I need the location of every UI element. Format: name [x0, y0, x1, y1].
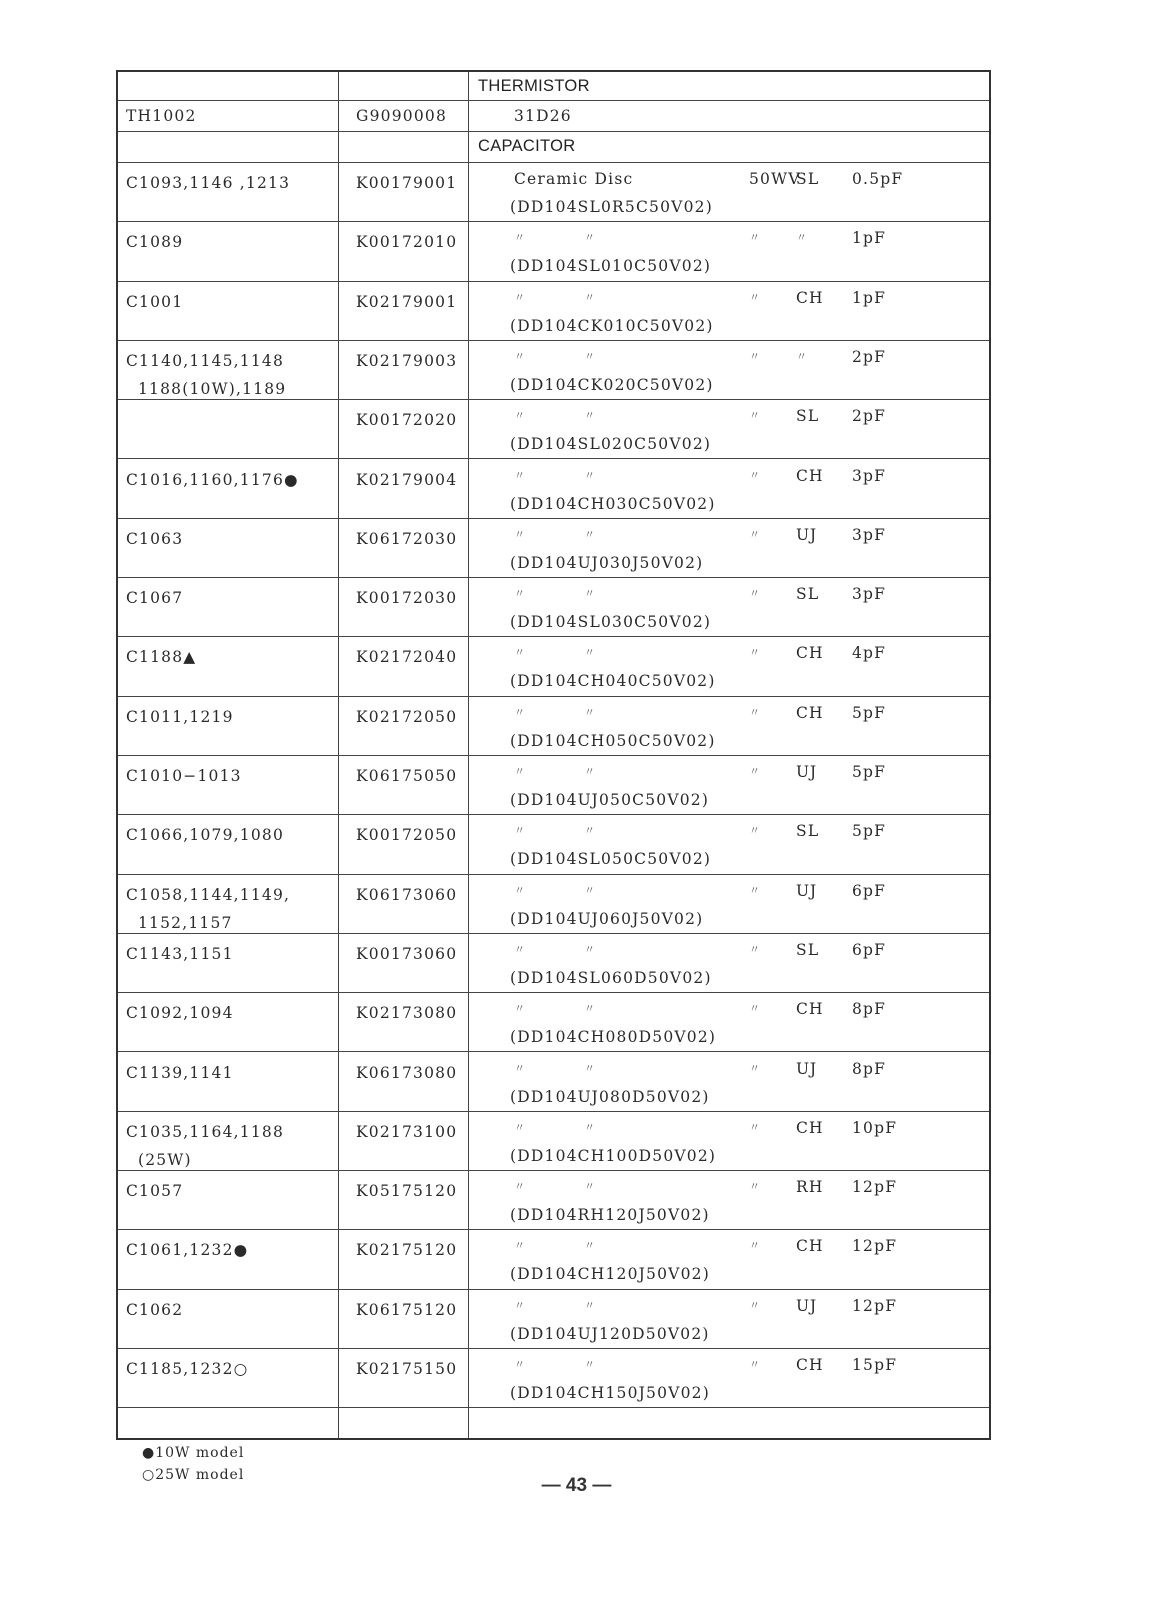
spec-voltage: 〃 [749, 527, 762, 541]
spec-type-2: 〃 [584, 468, 597, 482]
spec-capacitance: 2pF [852, 407, 887, 426]
spec-type-2: 〃 [584, 231, 597, 245]
spec-type: 〃 [514, 824, 527, 838]
spec-type-2: 〃 [584, 942, 597, 956]
spec-tempchar: SL [796, 940, 820, 959]
part-reference [126, 525, 183, 553]
part-code: K06172030 [356, 529, 458, 548]
part-spec [514, 1060, 919, 1084]
reference-line: C1066,1079,1080 [126, 826, 285, 845]
manufacturer-part-number: (DD104UJ080D50V02) [510, 1087, 710, 1106]
spec-tempchar: CH [796, 1118, 824, 1137]
spec-capacitance: 12pF [852, 1296, 898, 1315]
part-code: K06173080 [356, 1063, 458, 1082]
manufacturer-part-number: (DD104CH100D50V02) [510, 1146, 717, 1165]
spec-type-2: 〃 [584, 705, 597, 719]
part-reference: TH1002 [126, 107, 197, 125]
spec-type: 〃 [514, 587, 527, 601]
part-code: K02179004 [356, 470, 458, 489]
spec-tempchar: UJ [796, 881, 818, 900]
spec-tempchar: RH [796, 1178, 824, 1197]
part-code: K05175120 [356, 1182, 458, 1201]
part-code: K02179001 [356, 292, 458, 311]
capacitor-row [118, 519, 989, 578]
manufacturer-part-number: (DD104SL060D50V02) [510, 968, 712, 987]
part-reference [126, 1177, 183, 1205]
spec-capacitance: 6pF [852, 881, 887, 900]
spec-tempchar: SL [796, 585, 820, 604]
part-spec [514, 704, 919, 728]
spec-capacitance: 1pF [852, 288, 887, 307]
part-spec [514, 1237, 919, 1261]
reference-line: C1061,1232● [126, 1241, 249, 1260]
spec-voltage: 〃 [749, 1298, 762, 1312]
part-spec [514, 170, 919, 194]
part-code: K02175150 [356, 1360, 458, 1378]
reference-line: C1063 [126, 529, 184, 548]
spec-type-2: 〃 [584, 824, 597, 838]
spec-type: 〃 [514, 765, 527, 778]
part-code: K00173060 [356, 944, 458, 963]
spec-type-2: 〃 [584, 409, 597, 423]
spec-capacitance: 12pF [852, 1237, 898, 1256]
spec-voltage: 〃 [749, 765, 762, 778]
capacitor-row [118, 815, 989, 874]
part-description: 31D26 [514, 107, 572, 125]
spec-voltage: 〃 [749, 1061, 762, 1075]
part-spec [514, 822, 919, 846]
manufacturer-part-number: (DD104SL030C50V02) [510, 613, 712, 632]
manufacturer-part-number: (DD104CH030C50V02) [510, 494, 716, 513]
reference-line: C1143,1151 [126, 944, 234, 963]
part-code: K02175120 [356, 1241, 458, 1260]
manufacturer-part-number: (DD104CH050C50V02) [510, 731, 716, 750]
capacitor-row [118, 1349, 989, 1408]
spec-capacitance: 5pF [852, 822, 887, 841]
part-reference [126, 1118, 284, 1174]
spec-voltage: 〃 [749, 1358, 762, 1371]
spec-type-2: 〃 [584, 1061, 597, 1075]
spec-capacitance: 2pF [852, 347, 887, 366]
part-code: G9090008 [356, 107, 448, 125]
part-spec [514, 763, 919, 787]
legend-item: ○25W model [142, 1467, 245, 1483]
spec-voltage: 〃 [749, 883, 762, 897]
spec-type-2: 〃 [584, 1239, 597, 1253]
spec-voltage: 〃 [749, 1239, 762, 1253]
part-spec [514, 644, 919, 668]
page-number: — 43 — [541, 1475, 612, 1496]
spec-type: 〃 [514, 1002, 527, 1016]
part-reference [126, 821, 284, 849]
spec-type-2: 〃 [584, 1358, 597, 1371]
spec-capacitance: 1pF [852, 229, 887, 248]
capacitor-row [118, 1053, 989, 1112]
part-code: K06173060 [356, 885, 458, 904]
part-spec [514, 1000, 919, 1024]
part-code: K00172010 [356, 233, 458, 252]
spec-type: 〃 [514, 290, 527, 304]
capacitor-row [118, 1290, 989, 1349]
spec-type: 〃 [514, 349, 527, 363]
spec-type-2: 〃 [584, 883, 597, 897]
spec-tempchar: SL [796, 407, 820, 426]
part-spec [514, 348, 919, 372]
manufacturer-part-number: (DD104UJ030J50V02) [510, 553, 704, 572]
spec-voltage: 50WV [749, 170, 801, 188]
spec-type: Ceramic Disc [514, 170, 634, 188]
reference-line: C1092,1094 [126, 1004, 234, 1023]
spec-voltage: 〃 [749, 646, 762, 660]
manufacturer-part-number: (DD104CH040C50V02) [510, 672, 716, 691]
reference-line: C1185,1232○ [126, 1360, 249, 1378]
spec-voltage: 〃 [749, 824, 762, 838]
capacitor-row [118, 637, 989, 696]
spec-capacitance: 15pF [852, 1356, 898, 1374]
part-reference [126, 169, 290, 197]
part-spec [514, 1119, 919, 1143]
part-spec [514, 585, 919, 609]
reference-line: C1139,1141 [126, 1063, 234, 1082]
reference-line: C1057 [126, 1182, 184, 1201]
part-spec [514, 882, 919, 906]
spec-type-2: 〃 [584, 1180, 597, 1194]
part-code: K02173080 [356, 1004, 458, 1023]
manufacturer-part-number: (DD104CK020C50V02) [510, 375, 714, 394]
part-code: K06175050 [356, 767, 458, 785]
spec-voltage: 〃 [749, 1180, 762, 1194]
part-reference [126, 762, 242, 790]
part-reference [126, 1355, 248, 1383]
part-code: K02173100 [356, 1122, 458, 1141]
reference-line: C1188▲ [126, 648, 197, 667]
spec-tempchar: UJ [796, 1296, 818, 1315]
part-spec [514, 1356, 919, 1380]
part-code: K00179001 [356, 174, 458, 192]
part-spec [514, 941, 919, 965]
spec-capacitance: 12pF [852, 1178, 898, 1197]
capacitor-row [118, 222, 989, 281]
manufacturer-part-number: (DD104RH120J50V02) [510, 1206, 710, 1225]
part-spec [514, 407, 919, 431]
capacitor-row [118, 341, 989, 400]
capacitor-row [118, 163, 989, 222]
spec-tempchar: SL [796, 170, 820, 188]
part-reference [126, 288, 183, 316]
part-spec [514, 289, 919, 313]
manufacturer-part-number: (DD104CH150J50V02) [510, 1384, 710, 1402]
part-spec [514, 467, 919, 491]
reference-line: C1035,1164,1188 [126, 1122, 285, 1141]
spec-voltage: 〃 [749, 409, 762, 423]
capacitor-row [118, 400, 989, 459]
legend-item: ●10W model [142, 1445, 245, 1461]
reference-line: 1152,1157 [138, 913, 233, 932]
capacitor-row [118, 282, 989, 341]
part-reference [126, 940, 234, 968]
spec-tempchar: CH [796, 703, 824, 722]
spec-type-2: 〃 [584, 1002, 597, 1016]
manufacturer-part-number: (DD104CH080D50V02) [510, 1028, 717, 1047]
spec-tempchar: UJ [796, 763, 818, 781]
part-reference [126, 347, 286, 403]
part-code: K00172050 [356, 826, 458, 845]
spec-type-2: 〃 [584, 290, 597, 304]
empty-row [118, 1408, 989, 1438]
spec-type: 〃 [514, 527, 527, 541]
thermistor-heading: THERMISTOR [478, 77, 590, 95]
manufacturer-part-number: (DD104SL0R5C50V02) [510, 198, 713, 216]
reference-line: C1001 [126, 292, 184, 311]
spec-capacitance: 8pF [852, 1059, 887, 1078]
reference-line: C1062 [126, 1300, 184, 1319]
spec-voltage: 〃 [749, 231, 762, 245]
spec-type-2: 〃 [584, 527, 597, 541]
part-reference [126, 466, 299, 494]
spec-type: 〃 [514, 705, 527, 719]
spec-voltage: 〃 [749, 1120, 762, 1134]
spec-type-2: 〃 [584, 646, 597, 660]
spec-tempchar: CH [796, 466, 824, 485]
spec-capacitance: 3pF [852, 466, 887, 485]
part-reference [126, 643, 196, 671]
spec-capacitance: 4pF [852, 644, 887, 663]
part-code: K06175120 [356, 1300, 458, 1319]
reference-line: C1058,1144,1149, [126, 885, 291, 904]
capacitor-row [118, 1230, 989, 1289]
spec-capacitance: 3pF [852, 525, 887, 544]
spec-type: 〃 [514, 883, 527, 897]
spec-type-2: 〃 [584, 765, 597, 778]
section-header-row [118, 72, 989, 101]
part-reference [126, 228, 183, 256]
parts-table [116, 70, 991, 1440]
spec-capacitance: 6pF [852, 940, 887, 959]
capacitor-row [118, 460, 989, 519]
spec-voltage: 〃 [749, 705, 762, 719]
spec-capacitance: 5pF [852, 703, 887, 722]
part-code: K00172030 [356, 589, 458, 608]
spec-voltage: 〃 [749, 587, 762, 601]
spec-type: 〃 [514, 942, 527, 956]
capacitor-row [118, 875, 989, 934]
spec-type: 〃 [514, 1180, 527, 1194]
reference-line: C1093,1146 ,1213 [126, 174, 291, 192]
capacitor-row [118, 1112, 989, 1171]
part-reference [126, 881, 290, 937]
part-spec [514, 1178, 919, 1202]
reference-line: C1011,1219 [126, 707, 234, 726]
reference-line: C1067 [126, 589, 184, 608]
part-code: K00172020 [356, 411, 458, 430]
spec-tempchar: 〃 [796, 349, 809, 363]
spec-type: 〃 [514, 231, 527, 245]
spec-tempchar: UJ [796, 1059, 818, 1078]
spec-tempchar: CH [796, 1356, 824, 1374]
spec-tempchar: CH [796, 644, 824, 663]
part-code: K02172040 [356, 648, 458, 667]
manufacturer-part-number: (DD104SL020C50V02) [510, 435, 712, 454]
spec-tempchar: SL [796, 822, 820, 841]
spec-capacitance: 3pF [852, 585, 887, 604]
manufacturer-part-number: (DD104SL010C50V02) [510, 257, 712, 276]
spec-tempchar: CH [796, 288, 824, 307]
spec-tempchar: CH [796, 1000, 824, 1019]
spec-type: 〃 [514, 409, 527, 423]
spec-capacitance: 0.5pF [852, 170, 904, 188]
part-code: K02172050 [356, 707, 458, 726]
reference-line: 1188(10W),1189 [138, 379, 287, 398]
manufacturer-part-number: (DD104CK010C50V02) [510, 316, 714, 335]
thermistor-row [118, 101, 989, 132]
reference-line: C1089 [126, 233, 184, 252]
reference-line: C1010−1013 [126, 767, 242, 785]
spec-voltage: 〃 [749, 349, 762, 363]
spec-capacitance: 8pF [852, 1000, 887, 1019]
spec-type-2: 〃 [584, 349, 597, 363]
spec-tempchar: 〃 [796, 231, 809, 245]
part-reference [126, 1236, 248, 1264]
spec-voltage: 〃 [749, 1002, 762, 1016]
capacitor-heading: CAPACITOR [478, 137, 576, 155]
part-reference [126, 999, 234, 1027]
spec-type: 〃 [514, 1120, 527, 1134]
spec-capacitance: 5pF [852, 763, 887, 781]
spec-type-2: 〃 [584, 1120, 597, 1134]
capacitor-row [118, 993, 989, 1052]
manufacturer-part-number: (DD104UJ120D50V02) [510, 1324, 710, 1343]
reference-line: (25W) [138, 1150, 192, 1169]
capacitor-row [118, 934, 989, 993]
part-spec [514, 526, 919, 550]
section-header-row [118, 132, 989, 163]
spec-tempchar: UJ [796, 525, 818, 544]
part-spec [514, 1297, 919, 1321]
spec-type-2: 〃 [584, 1298, 597, 1312]
reference-line: C1016,1160,1176● [126, 470, 299, 489]
part-reference [126, 703, 234, 731]
capacitor-row [118, 697, 989, 756]
spec-type: 〃 [514, 1061, 527, 1075]
part-code: K02179003 [356, 351, 458, 370]
part-reference [126, 1059, 234, 1087]
part-reference [126, 584, 183, 612]
capacitor-row [118, 756, 989, 815]
spec-voltage: 〃 [749, 942, 762, 956]
spec-type: 〃 [514, 1239, 527, 1253]
capacitor-row [118, 578, 989, 637]
manufacturer-part-number: (DD104UJ050C50V02) [510, 791, 710, 809]
part-spec [514, 229, 919, 253]
capacitor-row [118, 1171, 989, 1230]
spec-type-2: 〃 [584, 587, 597, 601]
manufacturer-part-number: (DD104CH120J50V02) [510, 1265, 710, 1284]
spec-type: 〃 [514, 1298, 527, 1312]
manufacturer-part-number: (DD104SL050C50V02) [510, 850, 712, 869]
spec-voltage: 〃 [749, 290, 762, 304]
spec-tempchar: CH [796, 1237, 824, 1256]
spec-type: 〃 [514, 1358, 527, 1371]
manufacturer-part-number: (DD104UJ060J50V02) [510, 909, 704, 928]
spec-voltage: 〃 [749, 468, 762, 482]
spec-capacitance: 10pF [852, 1118, 898, 1137]
part-reference [126, 1296, 183, 1324]
spec-type: 〃 [514, 646, 527, 660]
spec-type: 〃 [514, 468, 527, 482]
reference-line: C1140,1145,1148 [126, 351, 285, 370]
